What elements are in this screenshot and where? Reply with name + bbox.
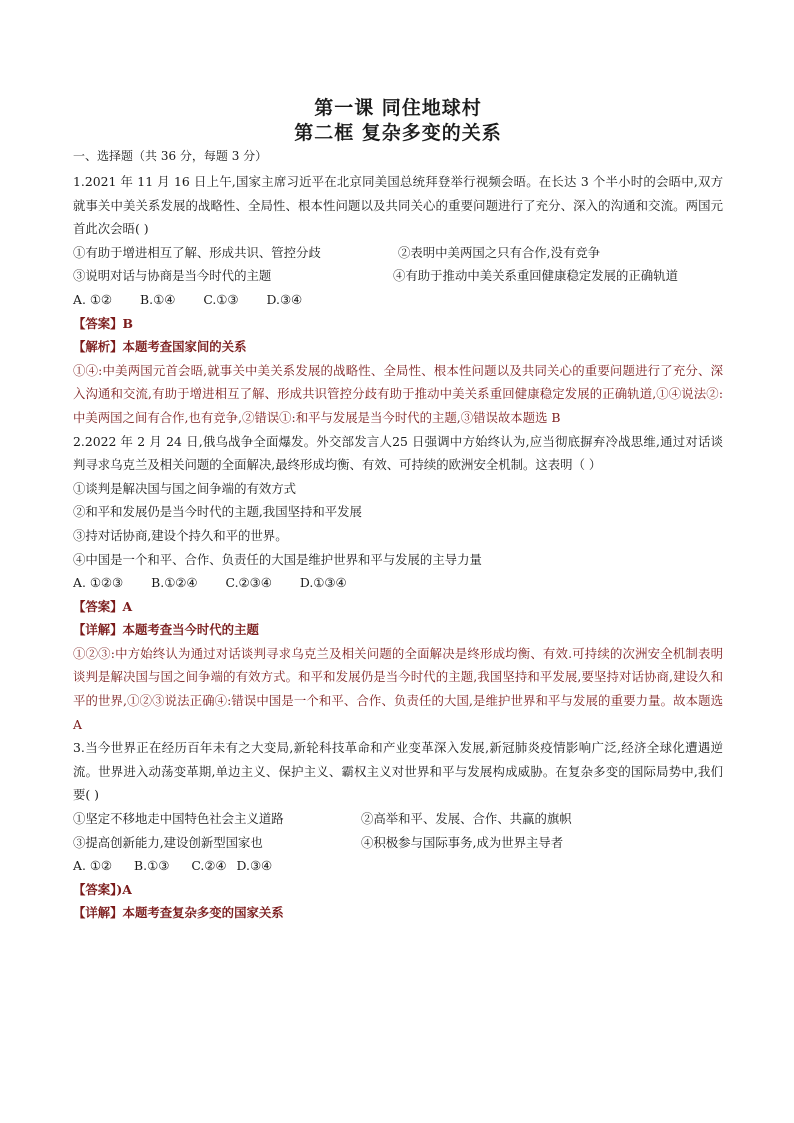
q2-option-3: ③持对话协商,建设个持久和平的世界。 xyxy=(73,527,288,543)
q1-choices xyxy=(73,288,723,312)
q2-choice-b: B.①②④ xyxy=(151,575,198,591)
q1-choice-d: D.③④ xyxy=(266,291,303,307)
q3-choice-d: D.③④ xyxy=(236,858,273,874)
q2-choice-a: A. ①②③ xyxy=(73,575,124,591)
lesson-subtitle: 第二框 复杂多变的关系 xyxy=(294,122,502,144)
q3-choice-c: C.②④ xyxy=(191,858,227,874)
q3-answer: 【答案】)A xyxy=(73,881,132,897)
q2-option-2: ②和平和发展仍是当今时代的主题,我国坚持和平发展 xyxy=(73,504,362,520)
q3-choice-b: B.①③ xyxy=(134,858,170,874)
q2-choice-d: D.①③④ xyxy=(299,575,347,591)
q2-option-4: ④中国是一个和平、合作、负责任的大国是维护世界和平与发展的主导力量 xyxy=(73,551,482,567)
q1-stem: 1.2021 年 11 月 16 日上午,国家主席习近平在北京同美国总统拜登举行视频会晤。在长达 3 个半小时的会晤中,双方就事关中美关系发展的战略性、全局性、根本性问题以及共同关心的重要问题进行了充分、深入的沟通和交流。两国元首此次会晤( ) xyxy=(73,174,723,237)
q2-stem: 2.2022 年 2 月 24 日,俄乌战争全面爆发。外交部发言人25 日强调中方始终认为,应当彻底摒弃冷战思维,通过对话谈判寻求乌克兰及相关问题的全面解决,最终形成均衡、有效、可持续的欧洲安全机制。这表明（ ） xyxy=(73,433,723,473)
q3-option-3: ③提高创新能力,建设创新型国家也 xyxy=(73,834,263,850)
q2-answer: 【答案】A xyxy=(73,598,133,614)
q3-option-4: ④积极参与国际事务,成为世界主导者 xyxy=(361,834,564,850)
q3-choice-a: A. ①② xyxy=(73,858,113,874)
q1-analysis: ①④:中美两国元首会晤,就事关中美关系发展的战略性、全局性、根本性问题以及共同关心的重要问题进行了充分、深入沟通和交流,有助于增进相互了解、形成共识管控分歧有助于推动中美关系重回健康稳定发展的正确轨道,①④说法②:中美两国之间有合作,也有竞争,②错误①:和平与发展是当今时代的主题,③错误故本题选 B xyxy=(73,362,723,425)
document-page xyxy=(73,96,723,925)
q3-options-row-2 xyxy=(73,831,723,855)
lesson-title: 第一课 同住地球村 xyxy=(314,97,482,119)
q3-option-2: ②高举和平、发展、合作、共赢的旗帜 xyxy=(361,811,572,827)
q3-choices xyxy=(73,854,723,878)
section-heading: 一、选择题（共 36 分，每题 3 分） xyxy=(73,149,268,163)
q1-options-row-1 xyxy=(73,241,723,265)
q2-option-1: ①谈判是解决国与国之间争端的有效方式 xyxy=(73,480,297,496)
q3-options-row-1 xyxy=(73,807,723,831)
q1-option-2: ②表明中美两国之只有合作,没有竞争 xyxy=(398,244,601,260)
q1-analysis-label: 【解析】本题考查国家间的关系 xyxy=(73,339,247,355)
q2-choice-c: C.②③④ xyxy=(225,575,272,591)
q1-choice-c: C.①③ xyxy=(203,291,239,307)
q3-option-1: ①坚定不移地走中国特色社会主义道路 xyxy=(73,811,284,827)
q3-stem: 3.当今世界正在经历百年未有之大变局,新轮科技革命和产业变革深入发展,新冠肺炎疫情影响广泛,经济全球化遭遇逆流。世界进入动荡变革期,单边主义、保护主义、霸权主义对世界和平与发展构成威胁。在复杂多变的国际局势中,我们要( ) xyxy=(73,740,723,803)
q1-answer: 【答案】B xyxy=(73,315,134,331)
q2-analysis-label: 【详解】本题考查当今时代的主题 xyxy=(73,622,259,638)
q1-options-row-2 xyxy=(73,264,723,288)
q1-option-4: ④有助于推动中美关系重回健康稳定发展的正确轨道 xyxy=(393,268,678,284)
q1-choice-b: B.①④ xyxy=(140,291,176,307)
q1-option-1: ①有助于增进相互了解、形成共识、管控分歧 xyxy=(73,244,321,260)
q3-analysis-label: 【详解】本题考查复杂多变的国家关系 xyxy=(73,905,284,921)
q2-analysis: ①②③:中方始终认为通过对话谈判寻求乌克兰及相关问题的全面解决是终形成均衡、有效.可持续的次洲安全机制表明谈判是解决国与国之间争端的有效方式。和平和发展仍是当今时代的主题,我国坚持和平发展,要坚持对话协商,建设久和平的世界,①②③说法正确④:错误中国是一个和平、合作、负责任的大国,是维护世界和平与发展的重要力量。故本题选 A xyxy=(73,645,723,732)
q2-choices xyxy=(73,571,723,595)
q1-option-3: ③说明对话与协商是当今时代的主题 xyxy=(73,268,272,284)
q1-choice-a: A. ①② xyxy=(73,291,113,307)
